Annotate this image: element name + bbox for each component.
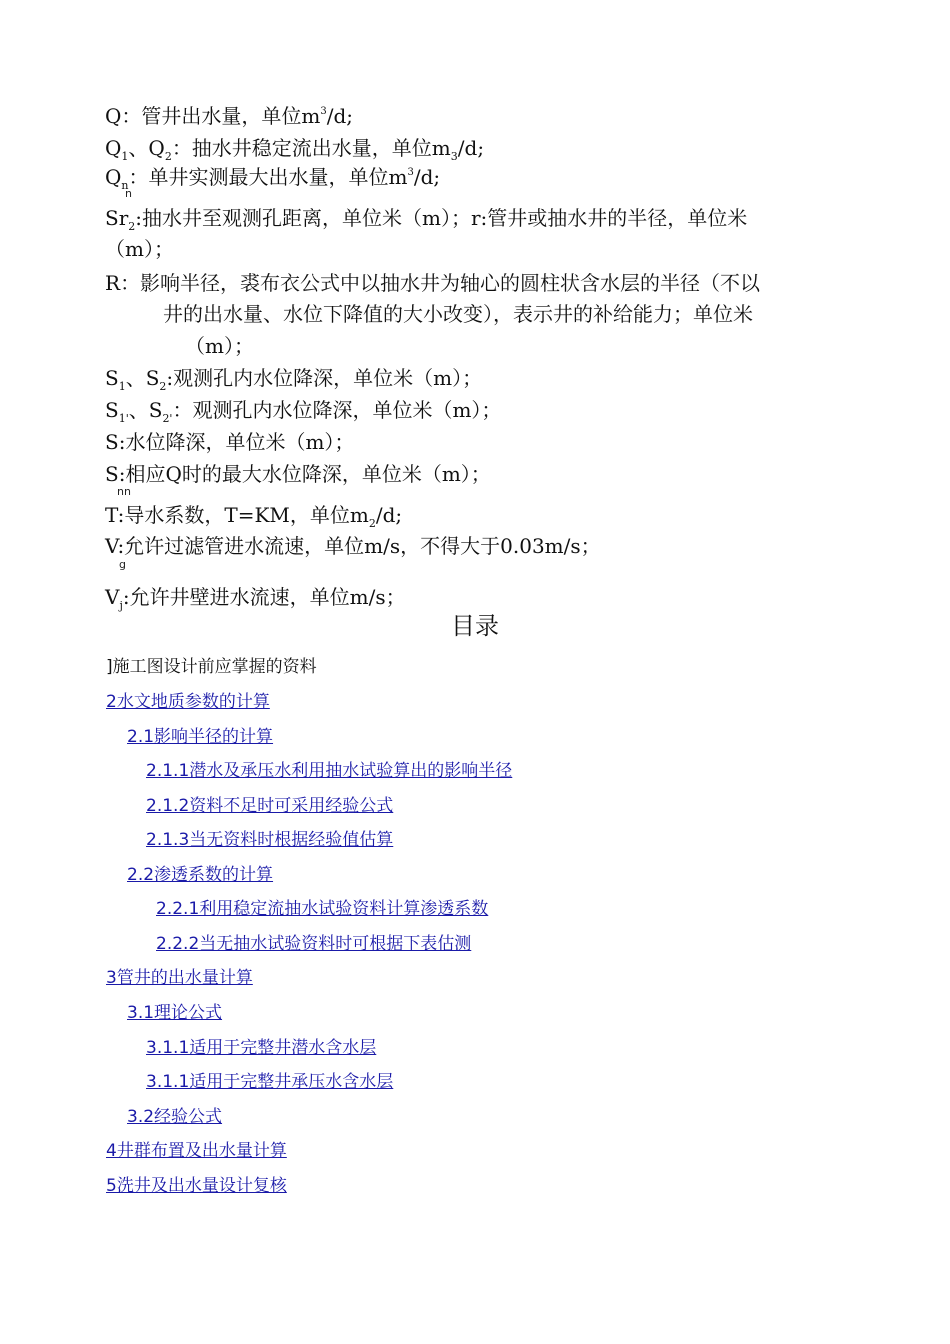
definition-sr	[105, 204, 840, 236]
definition-q	[105, 102, 840, 135]
separator: ：	[121, 104, 142, 128]
definition-s1-s2	[105, 364, 840, 396]
toc-link[interactable]: 3管井的出水量计算	[106, 968, 253, 988]
subscript: 2	[368, 517, 376, 530]
definition-text: （m）；	[105, 237, 174, 261]
toc-link[interactable]: 3.1理论公式	[127, 1003, 223, 1023]
symbol: V	[105, 534, 118, 558]
symbol: Sr	[105, 206, 129, 230]
definition-q1-q2	[105, 134, 840, 166]
subscript: 2'	[162, 412, 173, 425]
definition-s1p-s2p	[105, 396, 840, 428]
definition-text: :相应Q时的最大水位降深，单位米（m）；	[118, 462, 491, 486]
subscript: 1	[121, 150, 129, 163]
definition-qn	[105, 163, 840, 196]
symbol-2: 、Q	[128, 136, 165, 160]
toc-item: ]施工图设计前应掌握的资料	[106, 657, 317, 677]
toc-link[interactable]: 2水文地质参数的计算	[106, 692, 270, 712]
stray-subscript: n	[125, 187, 132, 200]
toc-link[interactable]: 3.1.1适用于完整井承压水含水层	[146, 1072, 394, 1092]
definition-r	[105, 269, 840, 297]
symbol: V	[105, 585, 120, 609]
toc-link[interactable]: 2.2.1利用稳定流抽水试验资料计算渗透系数	[156, 899, 489, 919]
toc-link[interactable]: 2.2.2当无抽水试验资料时可根据下表估测	[156, 934, 472, 954]
toc-link[interactable]: 2.1.2资料不足时可采用经验公式	[146, 796, 394, 816]
toc-link[interactable]: 2.1.1潜水及承压水利用抽水试验算出的影响半径	[146, 761, 513, 781]
unit-tail: /d;	[326, 104, 354, 128]
definition-vg	[105, 532, 840, 560]
toc-title: 目录	[451, 612, 499, 640]
subscript: n	[121, 179, 129, 192]
definition-text: （m）；	[185, 334, 254, 358]
symbol: R	[105, 271, 121, 295]
toc-link[interactable]: 2.1.3当无资料时根据经验值估算	[146, 830, 394, 850]
toc-link[interactable]: 2.2渗透系数的计算	[127, 865, 274, 885]
symbol: S	[105, 398, 119, 422]
subscript: 2	[159, 380, 167, 393]
definition-text: :水位降深，单位米（m）；	[118, 430, 355, 454]
definition-text: ：抽水井稳定流出水量，单位m	[171, 136, 451, 160]
definition-t	[105, 501, 840, 533]
definition-text: :导水系数，T=KM，单位m	[117, 503, 369, 527]
definition-text: ：单井实测最大出水量，单位m	[128, 165, 408, 189]
definition-text: :抽水井至观测孔距离，单位米（m）；r:管井或抽水井的半径，单位米	[135, 206, 748, 230]
definition-text: ：影响半径，裘布衣公式中以抽水井为轴心的圆柱状含水层的半径（不以	[120, 271, 761, 295]
stray-subscript: g	[119, 558, 126, 571]
symbol: Q	[105, 136, 122, 160]
unit-tail: /d;	[413, 165, 441, 189]
toc-link[interactable]: 3.2经验公式	[127, 1107, 223, 1127]
definition-text: 井的出水量、水位下降值的大小改变），表示井的补给能力；单位米	[163, 302, 753, 326]
symbol-2: 、S	[125, 366, 160, 390]
symbol: Q	[105, 104, 122, 128]
subscript: 2	[128, 220, 136, 233]
definition-smax	[105, 460, 840, 488]
definition-text: :允许井壁进水流速，单位m/s；	[122, 585, 406, 609]
symbol: S	[105, 462, 119, 486]
symbol: S	[105, 366, 119, 390]
subscript: 1'	[118, 412, 129, 425]
definition-r-line2	[105, 300, 840, 328]
toc-link[interactable]: 5洗井及出水量设计复核	[106, 1176, 287, 1196]
symbol: Q	[105, 165, 122, 189]
subscript: 3	[450, 150, 458, 163]
unit-tail: /d;	[457, 136, 485, 160]
stray-subscript: nn	[117, 485, 131, 498]
subscript: 2	[164, 150, 172, 163]
toc-link[interactable]: 4井群布置及出水量计算	[106, 1141, 287, 1161]
toc-link[interactable]: 3.1.1适用于完整井潜水含水层	[146, 1038, 377, 1058]
symbol: S	[105, 430, 119, 454]
subscript: j	[119, 599, 123, 612]
superscript: 3	[320, 106, 327, 117]
subscript: 1	[118, 380, 126, 393]
definition-text: ：观测孔内水位降深，单位米（m）；	[172, 398, 502, 422]
symbol: T	[105, 503, 118, 527]
definition-sr-continued	[105, 235, 840, 263]
symbol-2: 、S	[128, 398, 163, 422]
definition-text: :允许过滤管进水流速，单位m/s，不得大于0.03m/s；	[117, 534, 601, 558]
definition-text: :观测孔内水位降深，单位米（m）；	[166, 366, 483, 390]
definition-r-line3	[105, 332, 840, 360]
superscript: 3	[407, 167, 414, 178]
unit-tail: /d;	[375, 503, 403, 527]
toc-link[interactable]: 2.1影响半径的计算	[127, 727, 274, 747]
definition-text: 管井出水量，单位m	[141, 104, 321, 128]
definition-s	[105, 428, 840, 456]
